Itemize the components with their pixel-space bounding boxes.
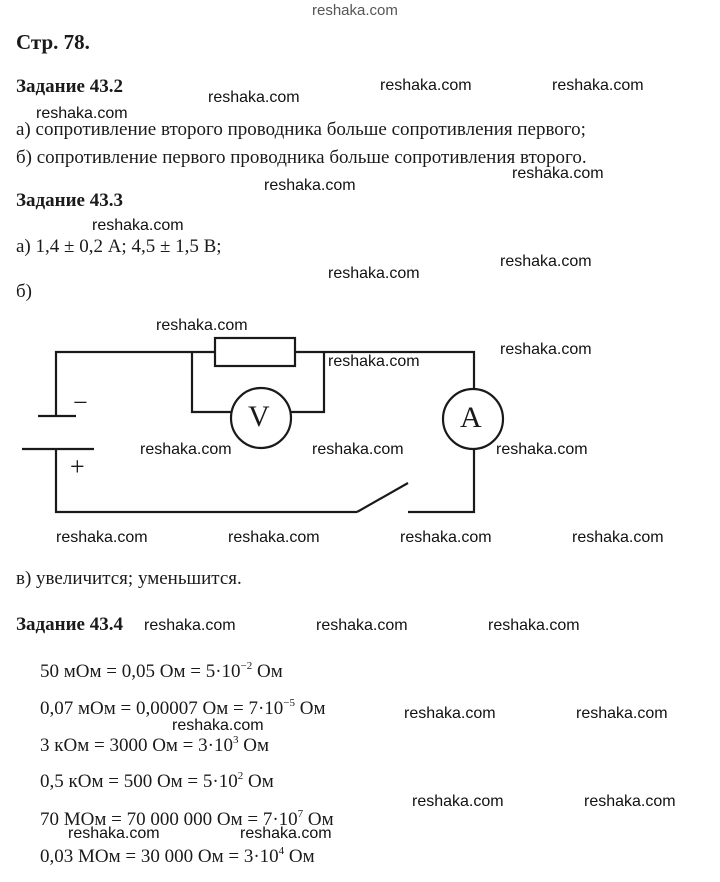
conversion-exponent: −2 [240,660,253,672]
watermark: reshaka.com [500,253,592,270]
watermark: reshaka.com [488,617,580,634]
watermark: reshaka.com [572,529,664,546]
watermark: reshaka.com [512,165,604,182]
watermark: reshaka.com [208,89,300,106]
watermark: reshaka.com [144,617,236,634]
conversion-text: 50 мОм = 0,05 Ом = 5·10 [40,661,241,682]
task-43-2-title: Задание 43.2 [16,76,123,97]
task-43-3-answer-v: в) увеличится; уменьшится. [16,568,242,589]
conversion-exponent: 2 [237,770,244,782]
watermark: reshaka.com [316,617,408,634]
conversion-text: 0,03 МОм = 30 000 Ом = 3·10 [40,846,279,867]
battery-plus-label: + [70,452,85,481]
watermark: reshaka.com [584,793,676,810]
conversion-row [40,660,283,683]
watermark: reshaka.com [412,793,504,810]
conversion-exponent: 7 [297,808,304,820]
watermark: reshaka.com [228,529,320,546]
resistor [215,338,295,366]
ammeter-label: A [460,401,482,434]
conversion-unit: Ом [303,809,334,830]
task-43-2-answer-a: а) сопротивление второго проводника больше сопротивления первого; [16,119,586,140]
watermark: reshaka.com [156,317,248,334]
voltmeter-label: V [248,400,270,433]
task-43-3-title: Задание 43.3 [16,190,123,211]
watermark: reshaka.com [380,77,472,94]
conversion-exponent: −5 [283,697,295,709]
watermark: reshaka.com [400,529,492,546]
watermark: reshaka.com [328,265,420,282]
task-43-4-title: Задание 43.4 [16,614,123,635]
wire-right-bottom [408,449,474,512]
conversion-text: 0,5 кОм = 500 Ом = 5·10 [40,771,238,792]
task-43-3-answer-a: а) 1,4 ± 0,2 А; 4,5 ± 1,5 В; [16,236,222,257]
conversion-unit: Ом [252,661,283,682]
watermark: reshaka.com [404,705,496,722]
watermark: reshaka.com [496,441,588,458]
watermark: reshaka.com [328,353,420,370]
conversion-unit: Ом [243,771,274,792]
conversion-row [40,845,315,868]
watermark: reshaka.com [172,717,264,734]
watermark: reshaka.com [92,217,184,234]
top-watermark: reshaka.com [312,2,398,19]
watermark: reshaka.com [68,825,160,842]
conversion-text: 3 кОм = 3000 Ом = 3·10 [40,735,233,756]
watermark: reshaka.com [552,77,644,94]
battery-minus-label: − [73,388,88,417]
page-number-heading: Стр. 78. [16,30,90,54]
conversion-unit: Ом [284,846,315,867]
conversion-row [40,734,269,757]
watermark: reshaka.com [500,341,592,358]
watermark: reshaka.com [576,705,668,722]
conversion-text: 0,07 мОм = 0,00007 Ом = 7·10 [40,698,284,719]
watermark: reshaka.com [56,529,148,546]
switch-blade [357,483,408,512]
watermark: reshaka.com [240,825,332,842]
voltmeter-branch-left [192,352,232,412]
watermark: reshaka.com [312,441,404,458]
conversion-unit: Ом [295,698,326,719]
conversion-row [40,770,274,793]
task-43-2-answer-b: б) сопротивление первого проводника больше сопротивления второго. [16,147,587,168]
watermark: reshaka.com [140,441,232,458]
conversion-unit: Ом [238,735,269,756]
task-43-3-label-b: б) [16,281,32,302]
conversion-exponent: 3 [232,734,239,746]
conversion-text: 70 МОм = 70 000 000 Ом = 7·10 [40,809,298,830]
conversion-exponent: 4 [278,845,285,857]
watermark: reshaka.com [264,177,356,194]
watermark: reshaka.com [36,105,128,122]
